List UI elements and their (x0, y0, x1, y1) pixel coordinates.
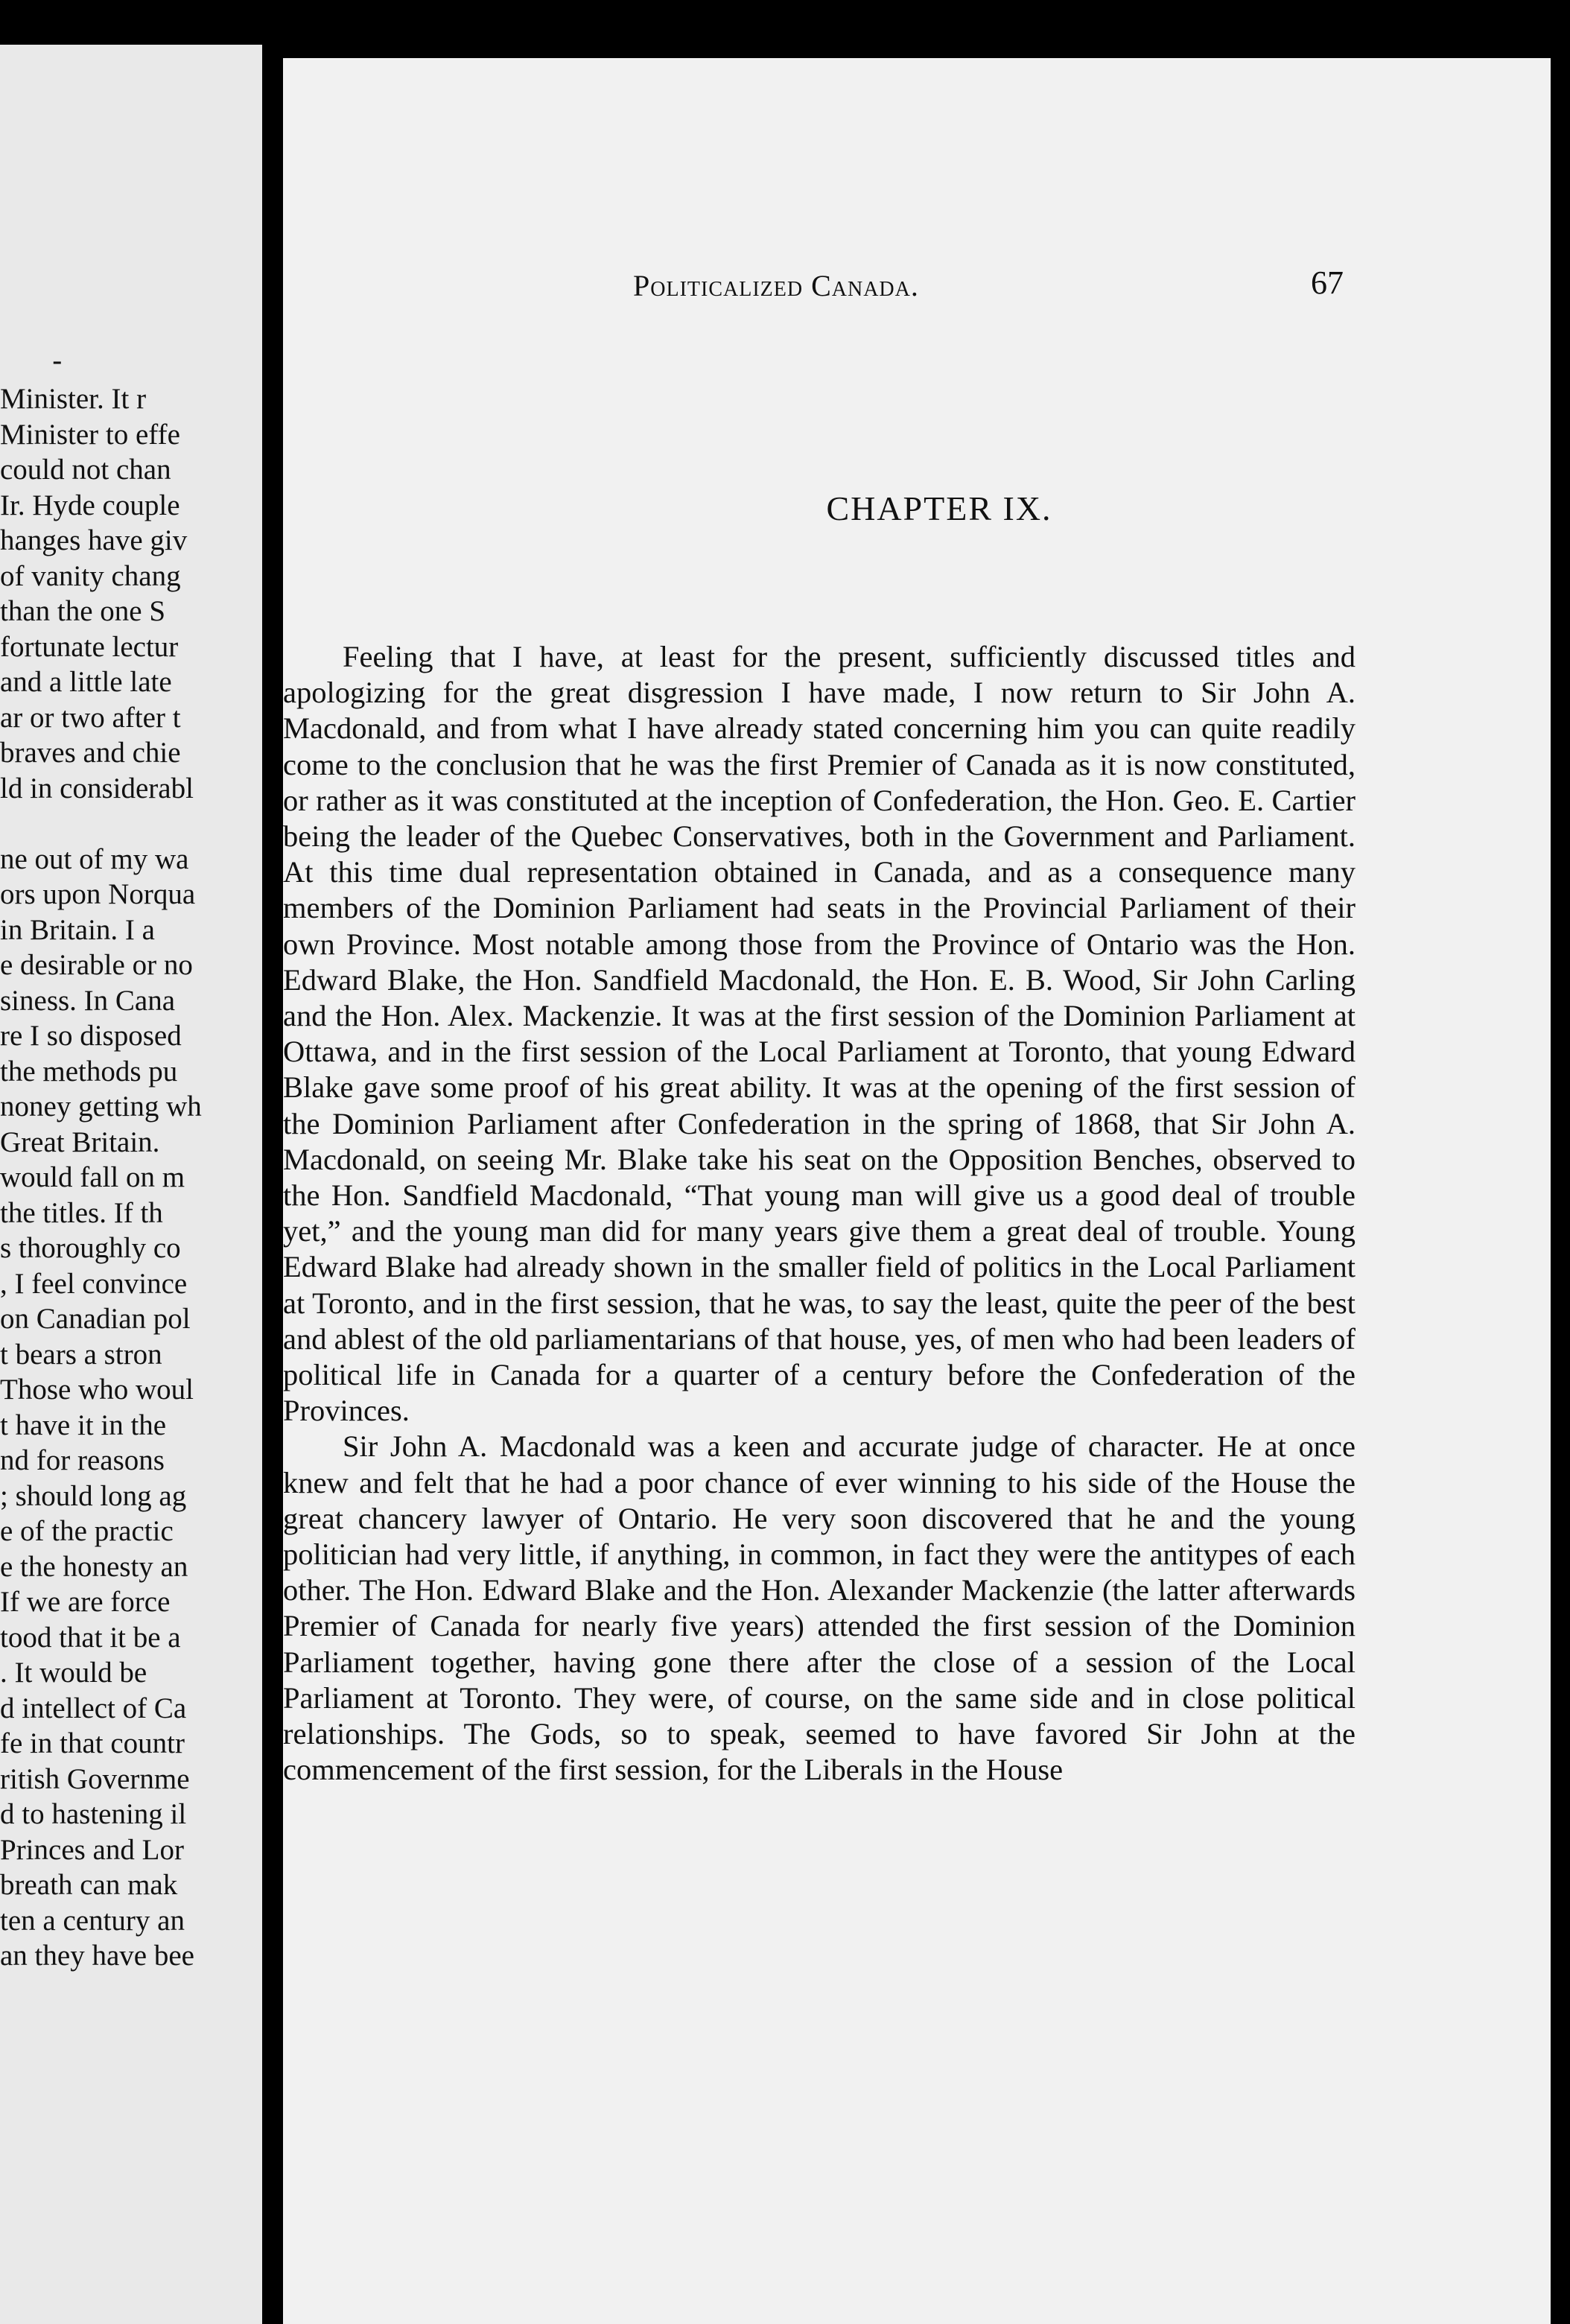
left-line: nd for reasons (0, 1444, 165, 1476)
page-number: 67 (1311, 264, 1344, 301)
left-line: hanges have giv (0, 524, 188, 556)
left-line: re I so disposed (0, 1020, 182, 1052)
left-line: Minister to effe (0, 418, 180, 451)
left-line: fe in that countr (0, 1727, 185, 1759)
left-line: , I feel convince (0, 1267, 188, 1300)
left-line: ors upon Norqua (0, 878, 196, 910)
left-line: Princes and Lor (0, 1833, 184, 1866)
left-line: If we are force (0, 1586, 171, 1618)
left-page-text (0, 381, 268, 1974)
left-line: t have it in the (0, 1409, 167, 1441)
left-line: noney getting wh (0, 1090, 202, 1123)
left-line: than the one S (0, 595, 166, 627)
left-line: braves and chie (0, 737, 181, 769)
left-line: d to hastening il (0, 1798, 187, 1830)
left-line: . It would be (0, 1657, 147, 1689)
left-line: the titles. If th (0, 1196, 163, 1229)
left-line: ld in considerabl (0, 772, 194, 804)
paragraph-gap (0, 806, 268, 842)
left-line: e of the practic (0, 1515, 174, 1547)
left-page-fragment (0, 45, 268, 2324)
left-line: ne out of my wa (0, 842, 189, 875)
left-line: Minister. It r (0, 383, 147, 415)
paragraph: Sir John A. Macdonald was a keen and accurate judge of character. He at once knew and felt that he had a poor chance of ever winning to his side of the House the great chancery lawyer of Ontario. He very soon discovered that he and the young politician had very little, if anything, in common, in fact they were the antitypes of each other. The Hon. Edward Blake and the Hon. Alexander Mackenzie (the latter afterwards Premier of Canada for nearly five years) attended the first session of the Dominion Parliament together, having gone there after the close of a session of the Local Parliament at Toronto. They were, of course, on the same side and in close political relationships. The Gods, so to speak, seemed to have favored Sir John at the commencement of the first session, for the Liberals in the House (283, 1429, 1356, 1787)
left-line: ritish Governme (0, 1762, 190, 1795)
left-line: in Britain. I a (0, 913, 155, 946)
left-line: d intellect of Ca (0, 1692, 187, 1724)
left-line: the methods pu (0, 1055, 178, 1088)
paragraph: Feeling that I have, at least for the present, sufficiently discussed titles and apologizing for the great disgression I have made, I now return to Sir John A. Macdonald, and from what I have already stated concerning him you can quite readily come to the conclusion that he was the first Premier of Canada as it is now constituted, or rather as it was constituted at the inception of Confederation, the Hon. Geo. E. Cartier being the leader of the Quebec Conservatives, both in the Government and Parliament. At this time dual representation obtained in Canada, and as a consequence many members of the Dominion Parliament had seats in the Provincial Parliament of their own Province. Most notable among those from the Province of Ontario was the Hon. Edward Blake, the Hon. Sandfield Macdonald, the Hon. E. B. Wood, Sir John Carling and the Hon. Alex. Mackenzie. It was at the first session of the Dominion Parliament at Ottawa, and in the first session of the Local Parliament at Toronto, that young Edward Blake gave some proof of his great ability. It was at the opening of the first session of the Dominion Parliament after Confederation in the spring of 1868, that Sir John A. Macdonald, on seeing Mr. Blake take his seat on the Opposition Benches, observed to the Hon. Sandfield Macdonald, “That young man will give us a good deal of trouble yet,” and the young man did for many years give them a great deal of trouble. Young Edward Blake had already shown in the smaller field of politics in the Local Parliament at Toronto, and in the first session, that he was, to say the least, quite the peer of the best and ablest of the old parliamentarians of that house, yes, of men who had been leaders of political life in Canada for a quarter of a century before the Confederation of the Provinces. (283, 640, 1356, 1428)
left-line: breath can mak (0, 1869, 178, 1901)
left-line: siness. In Cana (0, 984, 176, 1017)
left-line: of vanity chang (0, 559, 181, 592)
left-line: tood that it be a (0, 1621, 181, 1654)
left-page-mark: - (52, 344, 63, 378)
left-line: ar or two after t (0, 701, 181, 734)
running-header (283, 264, 1551, 313)
left-line: Those who woul (0, 1374, 194, 1406)
left-line: on Canadian pol (0, 1303, 191, 1335)
left-line: e desirable or no (0, 949, 193, 981)
right-page (283, 58, 1551, 2324)
running-title: Politicalized Canada. (633, 269, 919, 302)
left-line: e the honesty an (0, 1550, 188, 1583)
left-line: could not chan (0, 454, 171, 486)
left-line: would fall on m (0, 1161, 185, 1193)
chapter-heading: CHAPTER IX. (826, 489, 1052, 527)
left-line: Ir. Hyde couple (0, 489, 180, 521)
left-line: fortunate lectur (0, 630, 179, 663)
left-line: ten a century an (0, 1904, 185, 1937)
book-spine (262, 0, 285, 2324)
left-line: and a little late (0, 666, 172, 698)
left-line: s thoroughly co (0, 1232, 181, 1264)
left-line: t bears a stron (0, 1338, 162, 1371)
body-text (283, 639, 1356, 1788)
left-line: ; should long ag (0, 1479, 187, 1512)
left-line: Great Britain. (0, 1126, 160, 1158)
left-line: an they have bee (0, 1940, 194, 1972)
